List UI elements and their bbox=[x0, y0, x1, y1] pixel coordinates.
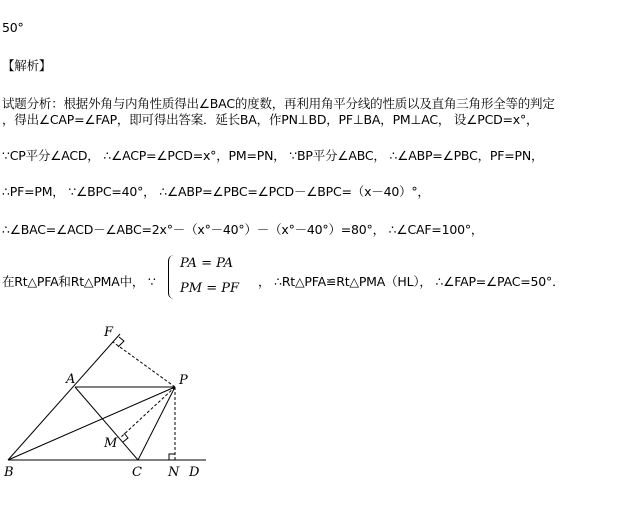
analysis-line-2: ，得出∠CAP=∠FAP，即可得出答案．延长BA，作PN⊥BD，PF⊥BA，PM⊥AC， 设∠PCD=x°， bbox=[2, 112, 539, 127]
label-b: B bbox=[4, 465, 14, 480]
system-eq-2: PM = PF bbox=[180, 281, 239, 296]
label-f: F bbox=[104, 325, 114, 340]
step-3: ∴∠BAC=∠ACD－∠ABC=2x°－（x°－40°）－（x°－40°）=80°， ∴∠CAF=100°， bbox=[2, 222, 484, 237]
system-eq-1: PA = PA bbox=[180, 256, 234, 271]
line-bp bbox=[8, 387, 175, 460]
right-angle-f bbox=[118, 337, 124, 347]
line-pf bbox=[113, 342, 175, 387]
right-angle-m bbox=[123, 433, 128, 442]
step-1: ∵CP平分∠ACD， ∴∠ACP=∠PCD=x°，PM=PN， ∵BP平分∠ABC， ∴∠ABP=∠PBC，PF=PN， bbox=[2, 148, 544, 163]
right-angle-n bbox=[169, 454, 175, 460]
label-c: C bbox=[132, 465, 142, 480]
brace bbox=[168, 255, 177, 299]
step-4-prefix: 在Rt△PFA和Rt△PMA中， ∵ bbox=[2, 274, 156, 289]
label-a: A bbox=[66, 372, 76, 387]
step-2: ∴PF=PM， ∵∠BPC=40°， ∴∠ABP=∠PBC=∠PCD－∠BPC=（x－40）°， bbox=[2, 184, 430, 199]
geometry-figure bbox=[0, 320, 220, 480]
label-n: N bbox=[168, 465, 180, 480]
equation-system bbox=[152, 253, 250, 303]
answer-text: 50° bbox=[2, 20, 24, 35]
label-m: M bbox=[104, 436, 118, 451]
label-p: P bbox=[179, 373, 188, 388]
analysis-line-1: 试题分析：根据外角与内角性质得出∠BAC的度数，再利用角平分线的性质以及直角三角形全等的判定 bbox=[2, 96, 555, 111]
step-4-suffix: ， ∴Rt△PFA≌Rt△PMA（HL）， ∴∠FAP=∠PAC=50°． bbox=[258, 274, 565, 289]
label-d: D bbox=[189, 465, 200, 480]
line-pm bbox=[120, 387, 175, 438]
analysis-heading: 【解析】 bbox=[2, 58, 52, 73]
line-cp bbox=[138, 387, 175, 460]
